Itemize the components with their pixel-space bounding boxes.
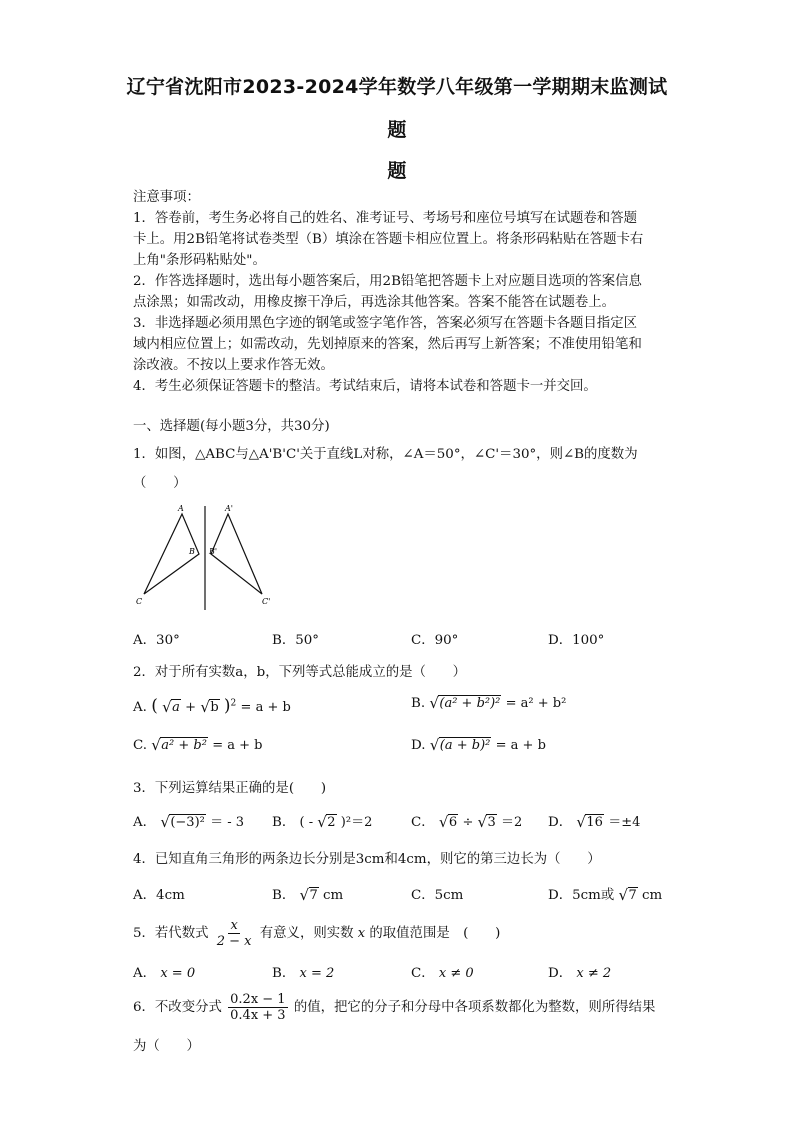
- triangle-abc-prime: [211, 514, 262, 594]
- q6-frac-den: 0.4x + 3: [230, 1008, 286, 1023]
- q2-a-paren-left: (: [151, 696, 158, 716]
- q6-stem-post: 的值，把它的分子和分母中各项系数都化为整数，则所得结果: [293, 1000, 656, 1015]
- q3-b-root: √ 2: [317, 813, 336, 831]
- notice-line: 卡上。用2B铅笔将试卷类型（B）填涂在答题卡相应位置上。将条形码粘贴在答题卡右: [133, 232, 644, 247]
- q6-fraction: [228, 992, 287, 1023]
- notice-heading: 注意事项：: [133, 190, 200, 205]
- q4-stem: 4．已知直角三角形的两条边长分别是3cm和4cm，则它的第三边长为（ ）: [133, 852, 601, 867]
- q5-label-b: B．: [272, 966, 296, 981]
- q3-label-c: C．: [411, 815, 435, 830]
- q5-frac-den: 2 − x: [216, 934, 252, 949]
- page-title-cont: 题: [387, 119, 407, 141]
- q2-a-plus: +: [185, 700, 197, 715]
- q1-stem: 1．如图，△ABC与△A'B'C'关于直线L对称，∠A＝50°，∠C'＝30°，则∠B的度数为: [133, 447, 638, 462]
- q3-c-div: ÷: [462, 815, 478, 830]
- q4-d-root: √ 7: [618, 886, 637, 904]
- q5-label-a: A．: [133, 966, 157, 981]
- q6-stem-pre: 6．不改变分式: [133, 1000, 222, 1015]
- q4-b-root: √ 7: [299, 886, 318, 904]
- q4-option-c: C．5cm: [411, 888, 464, 903]
- q4-option-b: [272, 884, 343, 903]
- q3-stem: 3．下列运算结果正确的是( ): [133, 781, 327, 796]
- q3-option-c: [411, 811, 522, 830]
- notice-line: 域内相应位置上；如需改动，先划掉原来的答案，然后再写上新答案；不准使用铅笔和: [133, 337, 642, 352]
- q4-b-unit: cm: [323, 888, 344, 903]
- q5-value-d: x ≠ 2: [576, 966, 612, 981]
- q2-a-root1: √ a: [162, 698, 180, 716]
- q2-label-d: D.: [411, 738, 426, 753]
- page-title-dup: 题: [387, 160, 407, 182]
- q3-b-post: )²＝2: [340, 815, 373, 830]
- q5-option-d: [548, 962, 611, 981]
- q1-option-d: D．100°: [548, 633, 605, 648]
- q3-c-root2: √ 3: [477, 813, 496, 831]
- q6-stem-line2: 为（ ）: [133, 1039, 200, 1054]
- q5-var: x: [357, 926, 366, 941]
- q4-label-d: D．5cm或: [548, 888, 615, 903]
- q1-option-a: A．30°: [133, 633, 180, 648]
- label-b-prime: B': [209, 547, 218, 556]
- notice-line: 4．考生必须保证答题卡的整洁。考试结束后，请将本试卷和答题卡一并交回。: [133, 379, 597, 394]
- q2-a-rhs: = a + b: [240, 700, 291, 715]
- q5-option-a: [133, 962, 195, 981]
- q3-label-d: D．: [548, 815, 573, 830]
- q5-value-a: x = 0: [160, 966, 196, 981]
- q4-label-b: B．: [272, 888, 296, 903]
- q1-option-c: C．90°: [411, 633, 459, 648]
- q3-a-root: √ (−3)²: [160, 813, 205, 831]
- page-title: 辽宁省沈阳市2023-2024学年数学八年级第一学期期末监测试: [126, 76, 668, 98]
- q2-option-c: [133, 738, 262, 753]
- notice-line: 点涂黑；如需改动，用橡皮擦干净后，再选涂其他答案。答案不能答在试题卷上。: [133, 295, 616, 310]
- q2-a-paren-right: ): [223, 696, 231, 716]
- q2-a-exp: 2: [230, 698, 237, 709]
- q5-label-c: C．: [411, 966, 435, 981]
- q4-option-d: [548, 884, 662, 903]
- section-heading: 一、选择题(每小题3分，共30分): [133, 419, 330, 434]
- notice-line: 3．非选择题必须用黑色字迹的钢笔或签字笔作答，答案必须写在答题卡各题目指定区: [133, 316, 637, 331]
- q2-b-rhs: = a² + b²: [505, 696, 567, 711]
- label-b: B: [189, 547, 195, 556]
- q6-stem: [133, 992, 655, 1023]
- q6-frac-num: 0.2x − 1: [230, 992, 286, 1007]
- q5-value-c: x ≠ 0: [438, 966, 474, 981]
- notice-line: 1．答卷前，考生务必将自己的姓名、准考证号、考场号和座位号填写在试题卷和答题: [133, 211, 637, 226]
- notice-line: 2．作答选择题时，选出每小题答案后，用2B铅笔把答题卡上对应题目选项的答案信息: [133, 274, 642, 289]
- q3-option-a: [133, 811, 244, 830]
- q2-stem: 2．对于所有实数a，b，下列等式总能成立的是（ ）: [133, 665, 467, 680]
- q5-stem-mid: 有意义，则实数: [259, 926, 354, 941]
- q5-stem: [133, 918, 500, 949]
- label-a: A: [178, 504, 184, 513]
- q5-stem-post: 的取值范围是 ( ): [369, 926, 501, 941]
- q3-c-root1: √ 6: [438, 813, 458, 831]
- q3-a-rhs: ＝ - 3: [210, 815, 245, 830]
- q5-option-c: [411, 962, 474, 981]
- q2-label-c: C.: [133, 738, 148, 753]
- q1-figure: [132, 498, 282, 618]
- label-c-prime: C': [262, 597, 271, 606]
- q2-d-rhs: = a + b: [495, 738, 546, 753]
- q5-stem-pre: 5．若代数式: [133, 926, 209, 941]
- q2-option-b: [411, 696, 566, 711]
- q2-option-d: [411, 738, 546, 753]
- q3-b-pre: ( -: [299, 815, 318, 830]
- q5-label-d: D．: [548, 966, 573, 981]
- q1-answer-paren: （ ）: [133, 476, 187, 491]
- q2-a-root2: √ b: [200, 698, 219, 716]
- label-a-prime: A': [225, 504, 233, 513]
- label-c: C: [136, 597, 143, 606]
- q4-option-a: A．4cm: [133, 888, 185, 903]
- q5-fraction: [215, 918, 254, 949]
- q3-c-rhs: ＝2: [501, 815, 523, 830]
- q3-label-a: A．: [133, 815, 157, 830]
- q2-c-rhs: = a + b: [212, 738, 263, 753]
- q5-option-b: [272, 962, 334, 981]
- q2-option-a: [133, 696, 291, 716]
- q2-label-b: B.: [411, 696, 426, 711]
- q2-b-root: √ (a² + b²)²: [429, 694, 501, 712]
- q3-option-b: [272, 811, 372, 830]
- q3-d-root: √ 16: [576, 813, 603, 831]
- q5-value-b: x = 2: [299, 966, 335, 981]
- q4-d-unit: cm: [642, 888, 663, 903]
- q3-d-rhs: ＝±4: [608, 815, 641, 830]
- q2-d-root: √ (a + b)²: [429, 736, 491, 754]
- q1-option-b: B．50°: [272, 633, 319, 648]
- q2-c-root: √ a² + b²: [151, 736, 207, 754]
- q3-option-d: [548, 811, 640, 830]
- q3-label-b: B．: [272, 815, 296, 830]
- notice-line: 上角"条形码粘贴处"。: [133, 253, 266, 268]
- notice-line: 涂改液。不按以上要求作答无效。: [133, 358, 334, 373]
- q2-label-a: A.: [133, 700, 147, 715]
- q5-frac-num: x: [230, 918, 238, 933]
